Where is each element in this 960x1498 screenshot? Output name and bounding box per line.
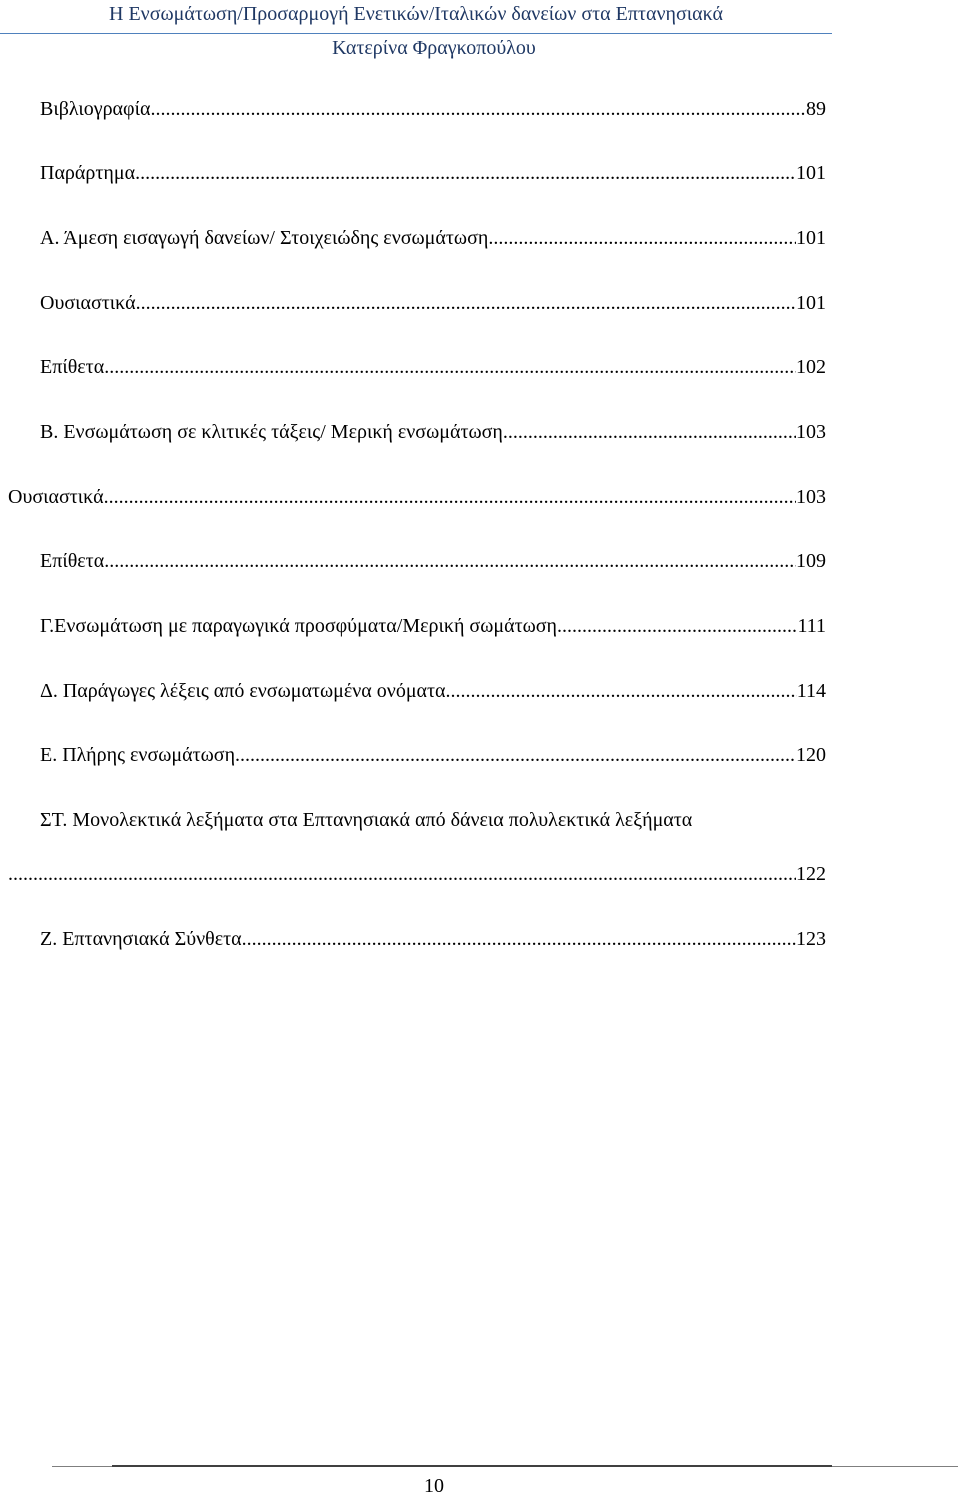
toc-dot-leader [503,420,796,444]
toc-dot-leader [235,743,796,767]
toc-entry[interactable] [40,161,826,185]
toc-dot-leader [557,614,797,638]
toc-dot-leader [104,355,796,379]
toc-dot-leader [8,862,796,886]
toc-entry[interactable] [40,549,826,573]
toc-entry-page: 109 [796,550,826,572]
toc-entry-page: 101 [796,227,826,249]
toc-dot-leader [104,485,796,509]
toc-dot-leader [488,226,796,250]
toc-entry-label: Β. Ενσωμάτωση σε κλιτικές τάξεις/ Μερική ενσωμάτωση [40,421,503,443]
toc-entry[interactable] [40,291,826,315]
toc-entry-page: 123 [796,928,826,950]
toc-entry[interactable] [8,485,826,509]
footer-divider-accent [112,1465,832,1467]
toc-entry-label: Επίθετα [40,356,105,378]
toc-entry[interactable] [40,420,826,444]
page-number: 10 [424,1475,444,1497]
toc-entry-label: Γ.Ενσωμάτωση με παραγωγικά προσφύματα/Μερική σωμάτωση [40,615,558,637]
toc-entry-label: Βιβλιογραφία [40,98,151,120]
header-title: Η Ενσωμάτωση/Προσαρμογή Ενετικών/Ιταλικών δανείων στα Επτανησιακά [109,3,723,25]
toc-entry-page: 120 [796,744,826,766]
toc-entry-label: Ουσιαστικά [8,486,104,508]
toc-entry-label: Επίθετα [40,550,105,572]
toc-entry[interactable] [40,679,826,703]
toc-entry-label: Παράρτημα [40,162,136,184]
toc-entry-page: 101 [796,292,826,314]
header-author: Κατερίνα Φραγκοπούλου [332,37,536,59]
toc-entry-label: Ε. Πλήρης ενσωμάτωση [40,744,236,766]
toc-entry-label: Ζ. Επτανησιακά Σύνθετα [40,928,242,950]
toc-entry-label: Α. Άμεση εισαγωγή δανείων/ Στοιχειώδης ενσωμάτωση [40,227,489,249]
toc-entry-page: 122 [796,863,826,885]
toc-dot-leader [150,97,806,121]
toc-dot-leader [446,679,797,703]
toc-entry-page: 102 [796,356,826,378]
toc-entry[interactable] [40,614,826,638]
toc-entry-continuation[interactable] [8,862,826,886]
toc-dot-leader [242,927,796,951]
toc-entry-label[interactable]: ΣΤ. Μονολεκτικά λεξήματα στα Επτανησιακά από δάνεια πολυλεκτικά λεξήματα [40,809,693,831]
toc-dot-leader [135,161,796,185]
toc-entry-page: 103 [796,486,826,508]
toc-entry[interactable] [40,743,826,767]
toc-entry[interactable] [40,226,826,250]
toc-entry-page: 111 [797,615,826,637]
toc-entry-page: 89 [806,98,826,120]
toc-entry-page: 114 [796,680,826,702]
toc-entry[interactable] [40,97,826,121]
toc-dot-leader [136,291,796,315]
toc-entry-label: Ουσιαστικά [40,292,136,314]
toc-entry-label: Δ. Παράγωγες λέξεις από ενσωματωμένα ονόματα [40,680,446,702]
toc-entry[interactable] [40,927,826,951]
toc-entry-page: 103 [796,421,826,443]
toc-dot-leader [104,549,796,573]
toc-entry[interactable] [40,355,826,379]
toc-entry-page: 101 [796,162,826,184]
